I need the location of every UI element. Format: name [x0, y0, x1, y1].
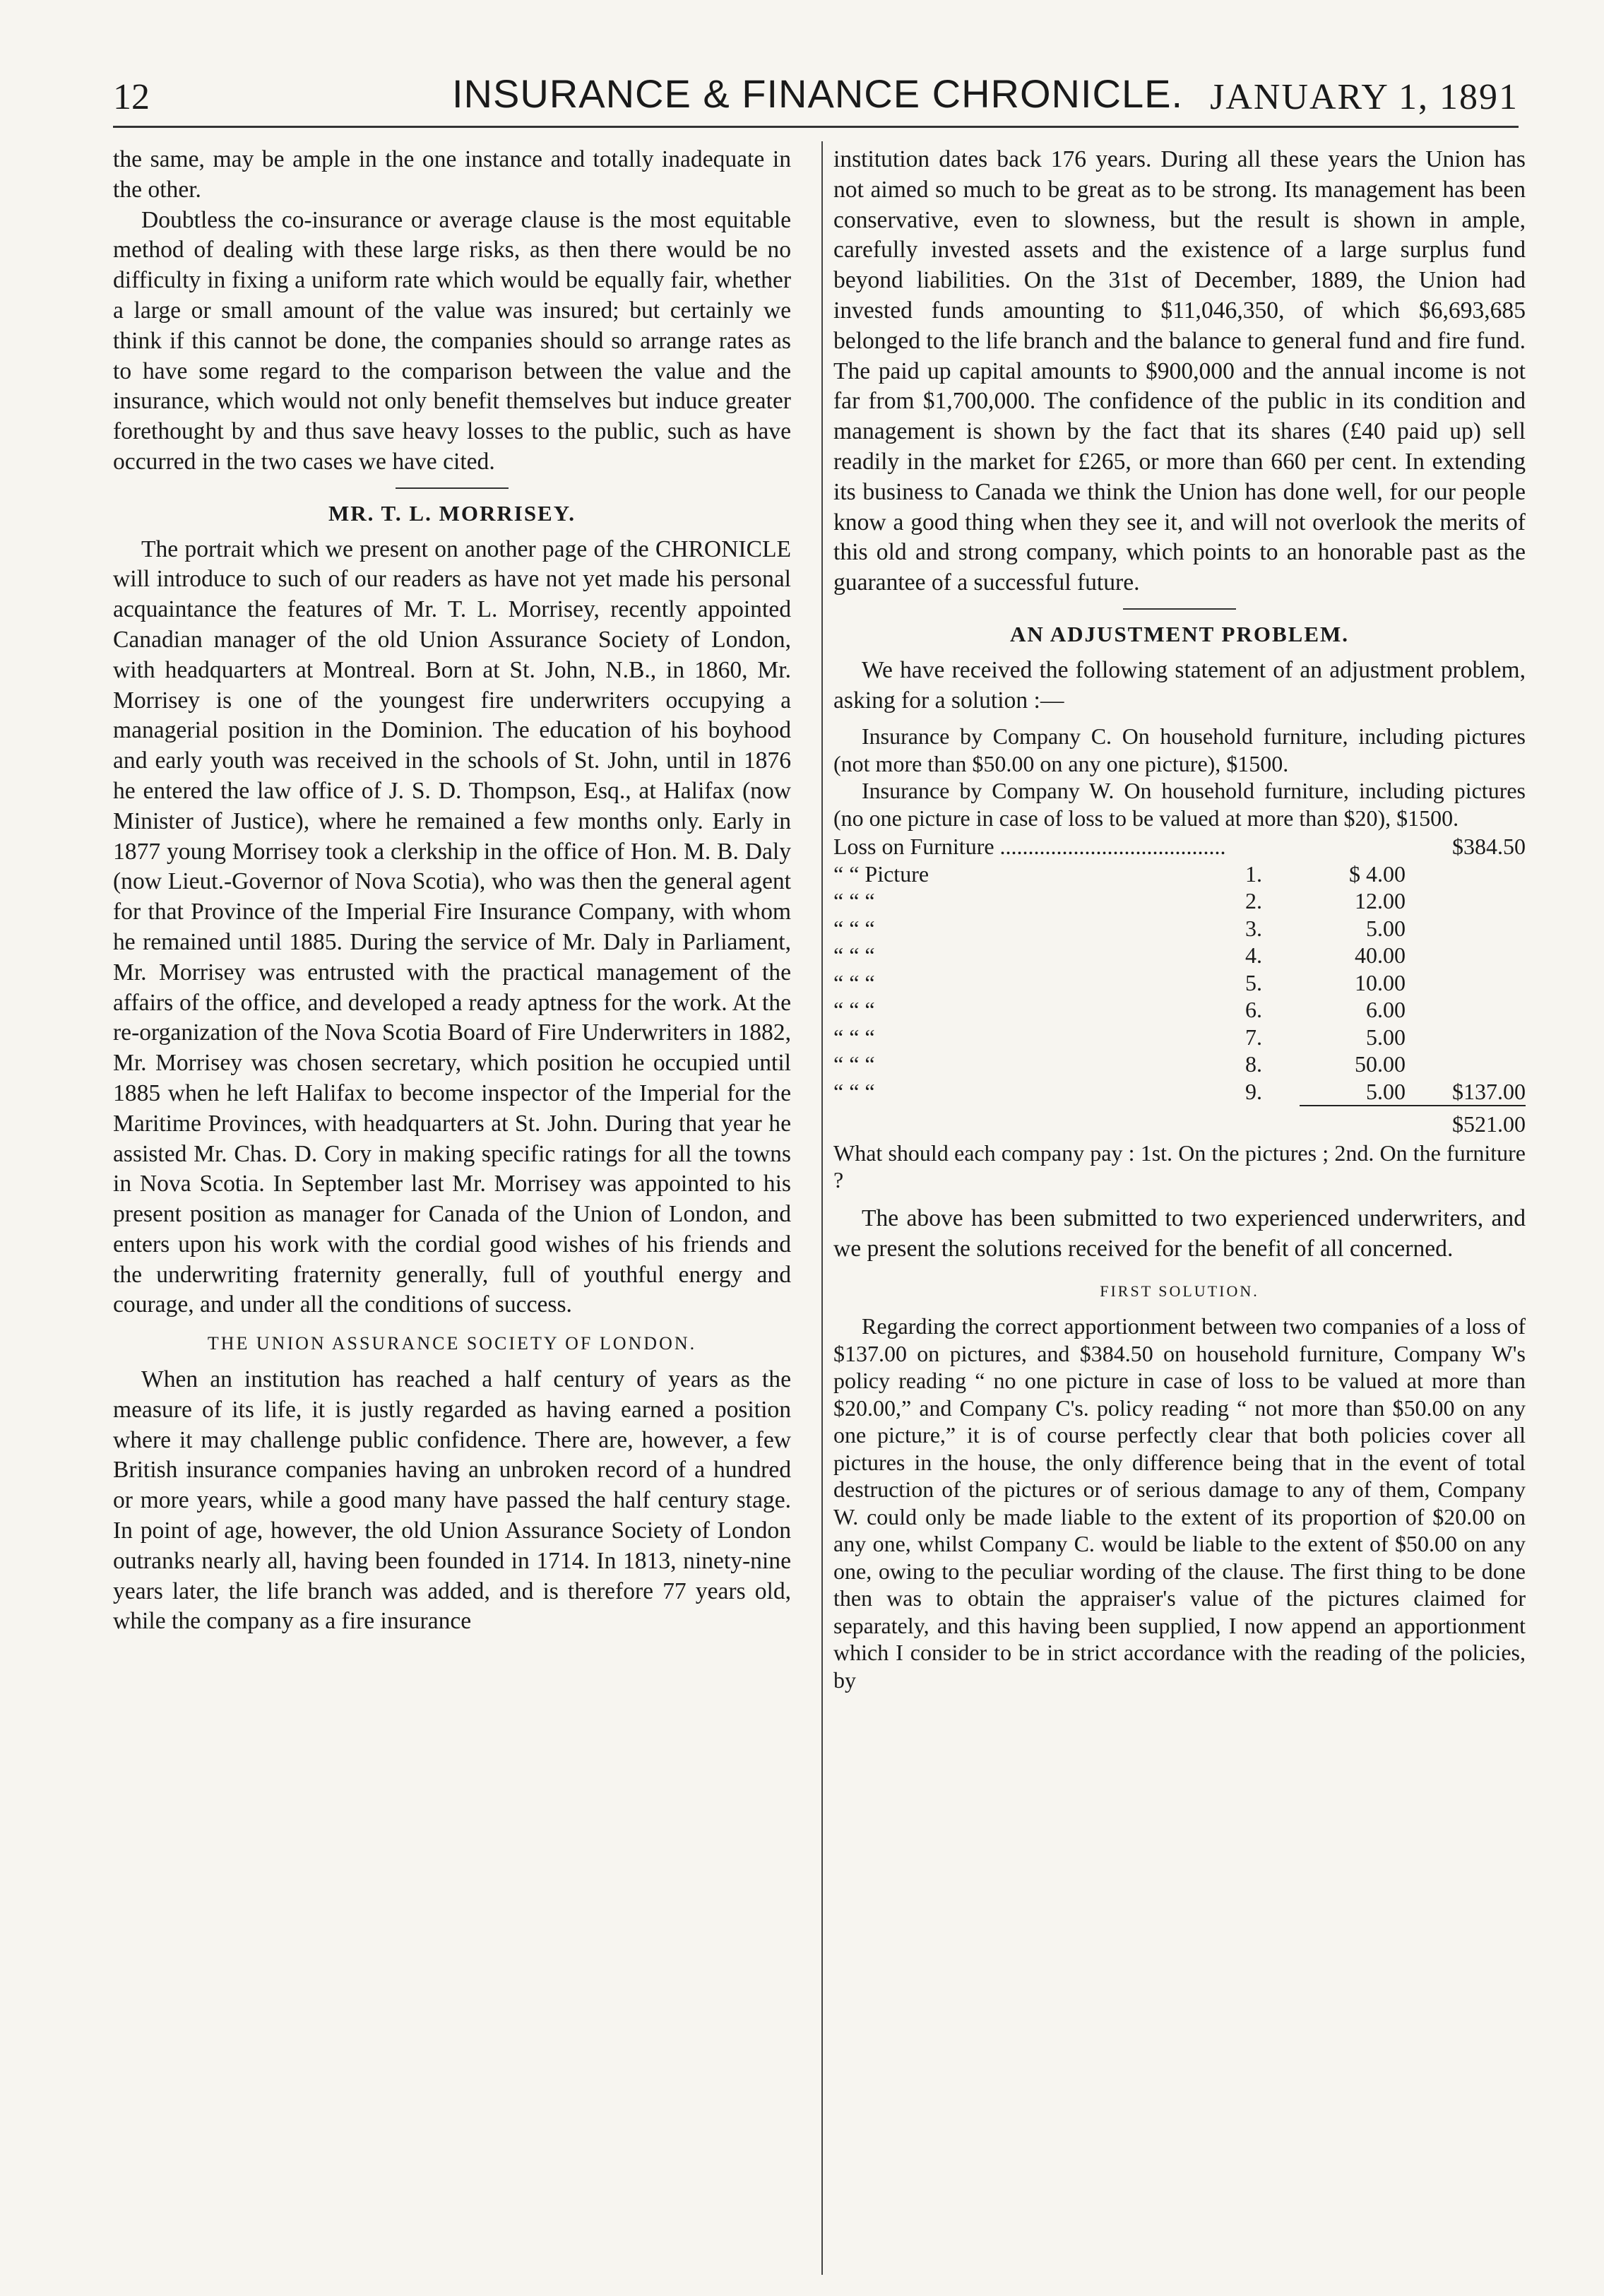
- section-separator: [1123, 608, 1236, 610]
- picture-number: 8.: [1245, 1051, 1262, 1077]
- picture-loss-row: [833, 915, 1526, 942]
- picture-number: 3.: [1245, 915, 1262, 941]
- picture-number: 7.: [1245, 1024, 1262, 1050]
- union-article: When an institution has reached a half century of years as the measure of its life, it is justly regarded as having earned a position where it may challenge public confidence. There are, however, a few British insurance companies having an unbroken record of a hundred or more years, while a good many have passed the half century stage. In point of age, however, the old Union Assurance Society of London outranks nearly all, having been founded in 1714. In 1813, ninety-nine years later, the life branch was added, and is therefore 77 years old, while the company as a fire insurance: [113, 1366, 791, 1635]
- picture-label: “ “ “: [833, 969, 875, 995]
- empty-cell: [1406, 1051, 1526, 1078]
- picture-label: “ “ “: [833, 1051, 875, 1077]
- intro-paragraph-1: the same, may be ample in the one instance and totally inadequate in the other.: [113, 146, 791, 203]
- picture-label: “ “ “: [833, 888, 875, 914]
- empty-cell: [1406, 887, 1526, 915]
- grand-total-row: [833, 1106, 1526, 1138]
- grand-total: $521.00: [1452, 1111, 1526, 1137]
- column-divider: [821, 141, 823, 2275]
- issue-date: JANUARY 1, 1891: [1210, 77, 1519, 117]
- submitted-note: The above has been submitted to two experienced underwriters, and we present the solutions received for the benefit of all concerned.: [833, 1205, 1526, 1262]
- picture-value: 5.00: [1366, 1024, 1406, 1050]
- picture-label: “ “ Picture: [833, 860, 929, 887]
- adjustment-intro: We have received the following statement of an adjustment problem, asking for a solution :—: [833, 656, 1526, 714]
- question: What should each company pay : 1st. On the pictures ; 2nd. On the furniture ?: [833, 1140, 1526, 1193]
- empty-cell: [1406, 915, 1526, 942]
- picture-number: 4.: [1245, 942, 1262, 969]
- picture-number: 9.: [1245, 1078, 1262, 1104]
- leader-dots: ........................................: [999, 834, 1226, 860]
- empty-cell: [1406, 969, 1526, 997]
- empty-cell: [1406, 860, 1526, 888]
- intro-paragraph-2: Doubtless the co-insurance or average clause is the most equitable method of dealing with these large risks, as then there would be no difficulty in fixing a uniform rate which would be equally fair, whether a large or small amount of the value was insured; but certainly we think if this cannot be done, the companies should so arrange rates as to have some regard to the comparison between the value and the insurance, which would not only benefit themselves but induce greater forethought by and thus save heavy losses to the public, such as have occurred in the two cases we have cited.: [113, 206, 791, 475]
- picture-loss-row: [833, 942, 1526, 969]
- insurance-company-c: Insurance by Company C. On household furniture, including pictures (not more than $50.00 on any one picture), $1500.: [833, 723, 1526, 776]
- morrisey-heading: MR. T. L. MORRISEY.: [328, 500, 576, 526]
- page-number: 12: [113, 77, 150, 117]
- loss-table: [833, 833, 1526, 1138]
- picture-label: “ “ “: [833, 915, 875, 941]
- right-column: [833, 145, 1526, 1693]
- pictures-total: $137.00: [1406, 1078, 1526, 1106]
- picture-number: 1.: [1245, 860, 1262, 887]
- picture-value: 10.00: [1355, 969, 1406, 995]
- picture-value: 5.00: [1366, 915, 1406, 941]
- morrisey-article: The portrait which we present on another page of the CHRONICLE will introduce to such of our readers as have not yet made his personal acquaintance the features of Mr. T. L. Morrisey, recently appointed Canadian manager of the old Union Assurance Society of London, with headquarters at Montreal. Born at St. John, N.B., in 1860, Mr. Morrisey is one of the youngest fire underwriters occupying a managerial position in the Dominion. The education of his boyhood and early youth was received in the schools of St. John, until in 1876 he entered the law office of J. S. D. Thompson, Esq., at Halifax (now Minister of Justice), where he remained a few months only. Early in 1877 young Morrisey took a clerkship in the office of Hon. M. B. Daly (now Lieut.-Governor of Nova Scotia), who was then the general agent for that Province of the Imperial Fire Insurance Company, with whom he remained until 1885. During the service of Mr. Daly in Parliament, Mr. Morrisey was entrusted with the practical management of the affairs of the office, and developed a ready aptness for the work. At the re-organization of the Nova Scotia Board of Fire Underwriters in 1882, Mr. Morrisey was chosen secretary, which position he occupied until 1885 when he left Halifax to become inspector of the Imperial for the Maritime Provinces, with headquarters at St. John. During that year he assisted Mr. Chas. D. Cory in making specific ratings for all the towns in Nova Scotia. In September last Mr. Morrisey was appointed to his present position as manager for Canada of the Union of London, and enters upon his work with the cordial good wishes of his friends and the underwriting fraternity generally, full of youthful energy and courage, and under all the conditions of success.: [113, 535, 791, 1318]
- picture-value: $ 4.00: [1349, 860, 1406, 887]
- picture-value: 50.00: [1355, 1051, 1406, 1077]
- picture-loss-row: [833, 860, 1526, 888]
- picture-loss-row: [833, 887, 1526, 915]
- header-rule: [113, 126, 1519, 128]
- section-separator: [396, 487, 509, 489]
- picture-number: 5.: [1245, 969, 1262, 995]
- picture-number: 6.: [1245, 997, 1262, 1023]
- empty-cell: [833, 1106, 1406, 1138]
- first-solution-text: Regarding the correct apportionment between two companies of a loss of $137.00 on pictures, and $384.50 on household furniture, Company W's policy reading “ no one picture in case of loss to be valued at more than $20.00,” and Company C's. policy reading “ not more than $50.00 on any one picture,” it is of course perfectly clear that both policies cover all pictures in the house, the only difference being that in the event of total destruction of the pictures or of serious damage to any of them, Company W. could only be made liable to the extent of its proportion of $20.00 on any one, whilst Company C. would be liable to the extent of $50.00 on any one, owing to the peculiar wording of the clause. The first thing to be done then was to obtain the appraiser's value of the pictures claimed for separately, and this having been supplied, I now append an apportionment which I consider to be in strict accordance with the reading of the policies, by: [833, 1313, 1526, 1693]
- union-article-continued: institution dates back 176 years. During all these years the Union has not aimed so much to be great as to be strong. Its management has been conservative, even to slowness, but the result is shown in ample, carefully invested assets and the existence of a large surplus fund beyond liabilities. On the 31st of December, 1889, the Union had invested funds amounting to $11,046,350, of which $6,693,685 belonged to the life branch and the balance to general fund and fire fund. The paid up capital amounts to $900,000 and the annual income is not far from $1,700,000. The confidence of the public in its condition and management is shown by the fact that its shares (£40 paid up) sell readily in the market for £265, or more than 660 per cent. In extending its business to Canada we think the Union has done well, for our people know a good thing when they see it, and will not overlook the merits of this old and strong company, which points to an honorable past as the guarantee of a successful future.: [833, 146, 1526, 596]
- loss-furniture-amount: $384.50: [1452, 834, 1526, 860]
- picture-value: 40.00: [1355, 942, 1406, 969]
- union-heading: THE UNION ASSURANCE SOCIETY OF LONDON.: [207, 1333, 697, 1354]
- empty-cell: [1406, 996, 1526, 1024]
- picture-label: “ “ “: [833, 942, 875, 969]
- picture-loss-row: [833, 996, 1526, 1024]
- empty-cell: [1406, 942, 1526, 969]
- loss-furniture-label: Loss on Furniture: [833, 834, 994, 860]
- picture-number: 2.: [1245, 888, 1262, 914]
- picture-value: 12.00: [1355, 888, 1406, 914]
- publication-title: INSURANCE & FINANCE CHRONICLE.: [452, 71, 1184, 116]
- picture-loss-row: [833, 1051, 1526, 1078]
- picture-value: 5.00: [1300, 1078, 1406, 1106]
- picture-loss-row: [833, 969, 1526, 997]
- picture-loss-row: [833, 1078, 1526, 1106]
- first-solution-heading: FIRST SOLUTION.: [1100, 1282, 1259, 1301]
- loss-furniture-row: [833, 833, 1526, 860]
- left-column: [113, 145, 791, 1637]
- picture-loss-row: [833, 1024, 1526, 1051]
- picture-label: “ “ “: [833, 997, 875, 1023]
- insurance-company-w: Insurance by Company W. On household furniture, including pictures (no one picture in case of loss to be valued at more than $20), $1500.: [833, 778, 1526, 831]
- picture-label: “ “ “: [833, 1078, 875, 1104]
- empty-cell: [1406, 1024, 1526, 1051]
- page-header: [113, 71, 1519, 120]
- picture-label: “ “ “: [833, 1024, 875, 1050]
- picture-value: 6.00: [1366, 997, 1406, 1023]
- adjustment-heading: AN ADJUSTMENT PROBLEM.: [1009, 621, 1350, 646]
